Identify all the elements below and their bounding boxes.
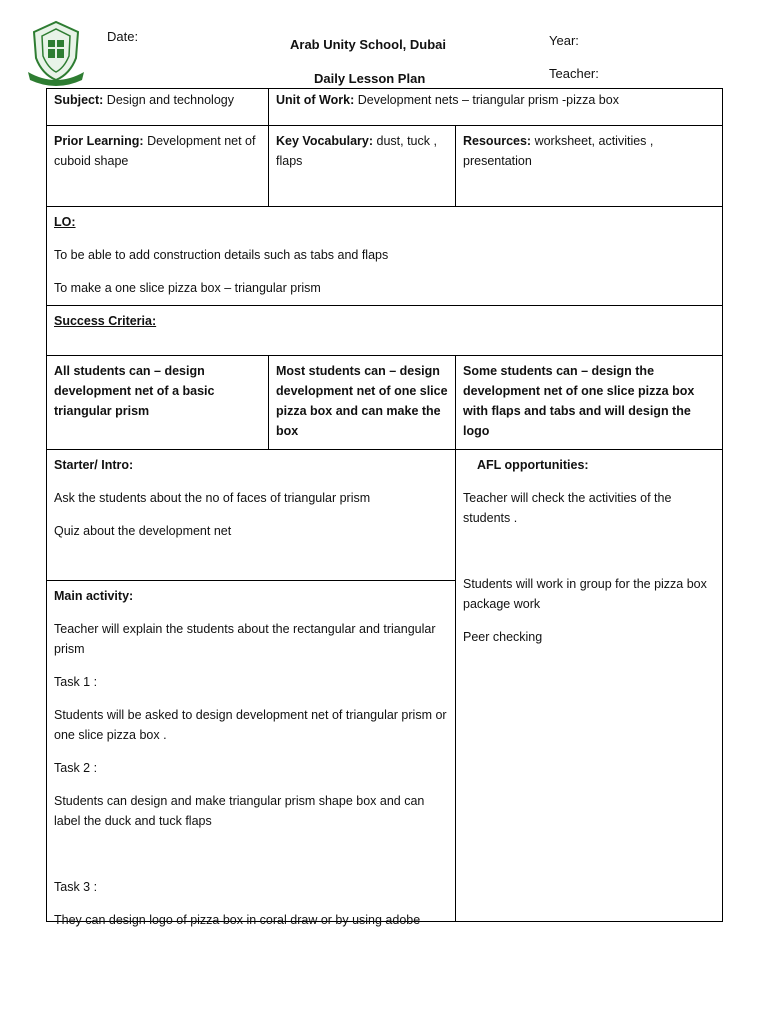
task2-label: Task 2 : [54, 761, 98, 775]
prior-label: Prior Learning: [54, 134, 144, 148]
lo-cell [47, 206, 722, 304]
lo-item: To make a one slice pizza box – triangular prism [54, 281, 321, 295]
starter-item: Quiz about the development net [54, 524, 232, 538]
starter-cell [47, 449, 455, 547]
school-name: Arab Unity School, Dubai [290, 37, 447, 52]
unit-cell [269, 88, 722, 116]
prior-learning-cell [47, 125, 268, 177]
afl-label: AFL opportunities: [477, 458, 589, 472]
subject-cell [47, 88, 268, 116]
task1-text: Students will be asked to design development net of triangular prism or one slice pizza box . [54, 708, 447, 742]
lo-item: To be able to add construction details such as tabs and flaps [54, 248, 389, 262]
task2-text: Students can design and make triangular prism shape box and can label the duck and tuck flaps [54, 794, 425, 828]
teacher-label: Teacher: [549, 66, 599, 81]
vocab-value: dust, tuck , flaps [276, 134, 437, 168]
some-students-cell: Some students can – design the development net of one slice pizza box with flaps and tabs and will design the logo [463, 364, 695, 438]
lo-label: LO: [54, 215, 76, 229]
year-label: Year: [549, 33, 579, 48]
most-students-cell: Most students can – design development net of one slice pizza box and can make the box [276, 364, 448, 438]
prior-value: Development net of cuboid shape [54, 134, 256, 168]
resources-value: worksheet, activities , presentation [463, 134, 654, 168]
task1-label: Task 1 : [54, 675, 98, 689]
afl-cell [456, 449, 722, 653]
unit-label: Unit of Work: [276, 93, 355, 107]
starter-item: Ask the students about the no of faces of triangular prism [54, 491, 371, 505]
task3-text: They can design logo of pizza box in coral draw or by using adobe [54, 913, 421, 927]
unit-value: Development nets – triangular prism -pizza box [357, 93, 619, 107]
school-crest-logo [26, 18, 86, 86]
task3-label: Task 3 : [54, 880, 98, 894]
afl-item: Teacher will check the activities of the students . [463, 491, 672, 525]
subject-value: Design and technology [106, 93, 234, 107]
all-students-cell: All students can – design development net of a basic triangular prism [54, 364, 215, 418]
resources-cell [456, 125, 722, 177]
vocab-label: Key Vocabulary: [276, 134, 374, 148]
starter-label: Starter/ Intro: [54, 458, 134, 472]
success-criteria-cell [47, 305, 722, 337]
afl-item: Students will work in group for the pizza box package work [463, 577, 707, 611]
plan-title: Daily Lesson Plan [314, 71, 426, 86]
afl-item: Peer checking [463, 630, 543, 644]
key-vocabulary-cell [269, 125, 455, 177]
success-label: Success Criteria: [54, 314, 157, 328]
main-intro: Teacher will explain the students about the rectangular and triangular prism [54, 622, 436, 656]
date-label: Date: [107, 29, 139, 44]
resources-label: Resources: [463, 134, 532, 148]
main-label: Main activity: [54, 589, 134, 603]
subject-label: Subject: [54, 93, 104, 107]
main-activity-cell [47, 580, 455, 936]
